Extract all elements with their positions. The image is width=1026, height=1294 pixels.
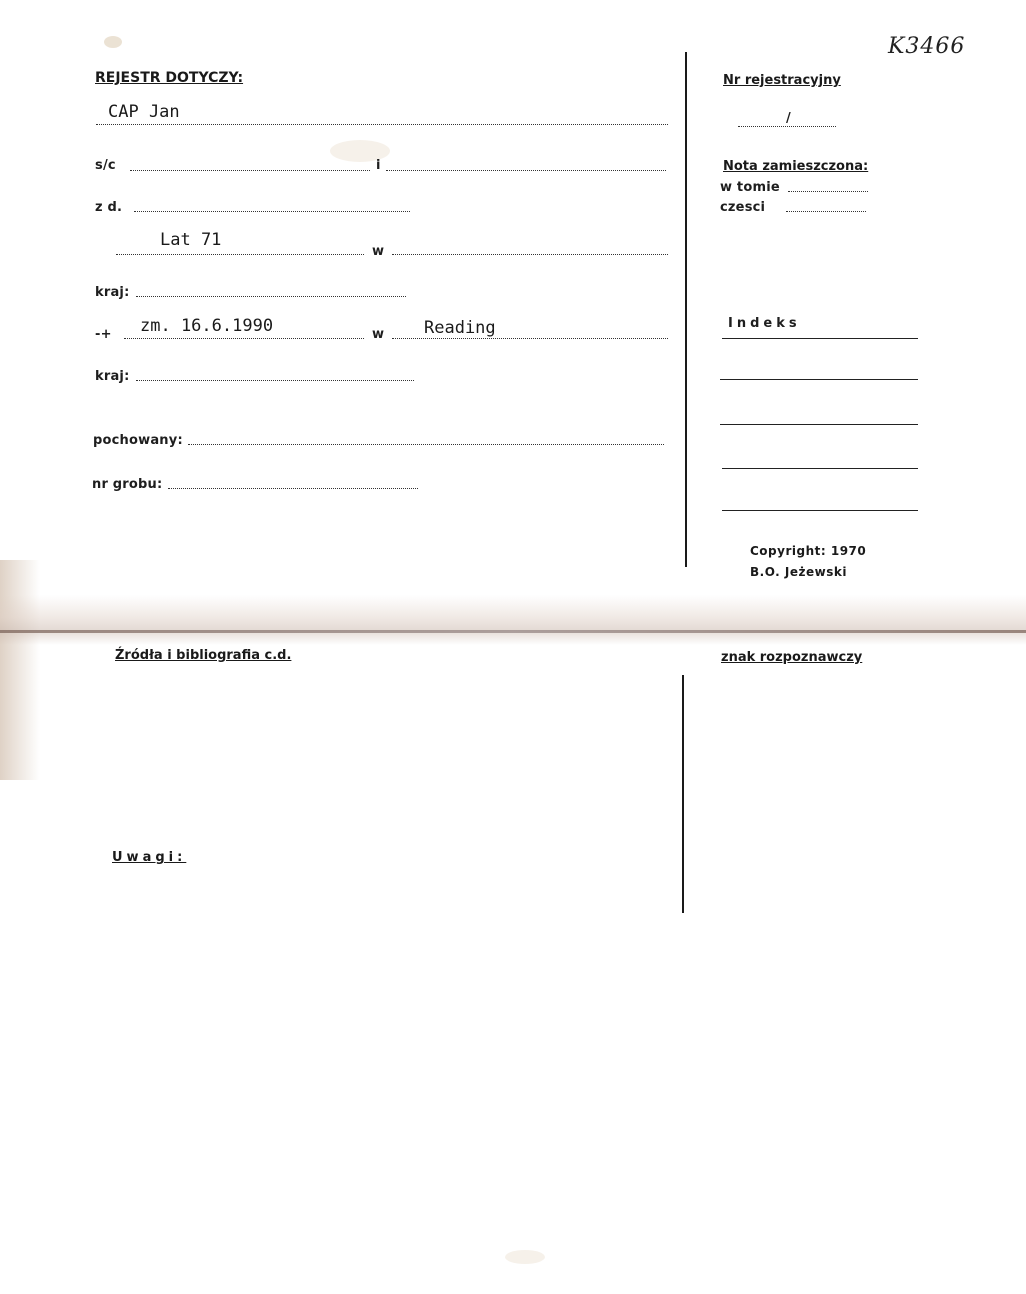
index-heading: Indeks	[728, 316, 801, 331]
kraj-label-2: kraj:	[95, 369, 130, 384]
paper-spot	[505, 1250, 545, 1264]
volume-label: w tomie	[720, 180, 780, 195]
zd-label: z d.	[95, 200, 123, 215]
death-place-value: Reading	[424, 318, 496, 338]
death-date-value: zm. 16.6.1990	[140, 316, 274, 336]
copyright-text: Copyright: 1970	[750, 544, 867, 558]
name-line	[96, 124, 668, 125]
death-place-line	[392, 338, 668, 339]
section-divider-lower	[682, 675, 684, 913]
author-text: B.O. Jeżewski	[750, 565, 847, 579]
reg-no-value: /	[786, 111, 791, 126]
paper-spot	[330, 140, 390, 162]
volume-line	[788, 191, 868, 192]
death-date-line	[124, 338, 364, 339]
index-line-5	[722, 510, 918, 511]
handwritten-file-number: K3466	[888, 34, 966, 59]
i-label: i	[376, 158, 381, 173]
kraj-line-2	[136, 380, 414, 381]
buried-line	[188, 444, 664, 445]
reg-no-line	[738, 126, 836, 127]
index-line-1	[722, 338, 918, 339]
sources-heading: Źródła i bibliografia c.d.	[115, 648, 292, 663]
paper-spot	[104, 36, 122, 48]
index-line-4	[722, 468, 918, 469]
death-marker: -+	[95, 327, 112, 342]
register-heading: REJESTR DOTYCZY:	[95, 70, 244, 86]
sc-line	[130, 170, 370, 171]
paper-fold-line	[0, 630, 1026, 633]
age-line	[116, 254, 364, 255]
part-label: czesci	[720, 200, 766, 215]
buried-label: pochowany:	[93, 433, 183, 448]
note-heading: Nota zamieszczona:	[723, 159, 869, 174]
recognition-mark-heading: znak rozpoznawczy	[721, 650, 863, 665]
paper-stain-left	[0, 560, 40, 780]
grave-label: nr grobu:	[92, 477, 163, 492]
part-line	[786, 211, 866, 212]
birthplace-line	[392, 254, 668, 255]
grave-line	[168, 488, 418, 489]
reg-no-heading: Nr rejestracyjny	[723, 73, 841, 88]
age-value: Lat 71	[160, 230, 222, 250]
i-line	[386, 170, 666, 171]
remarks-heading: Uwagi:	[112, 850, 187, 865]
index-line-2	[720, 379, 918, 380]
w-label: w	[372, 244, 385, 259]
zd-line	[134, 211, 410, 212]
sc-label: s/c	[95, 158, 116, 173]
index-line-3	[720, 424, 918, 425]
w-label-2: w	[372, 327, 385, 342]
name-value: CAP Jan	[108, 102, 180, 122]
kraj-line	[136, 296, 406, 297]
kraj-label: kraj:	[95, 285, 130, 300]
paper-fold-shadow	[0, 595, 1026, 645]
section-divider-upper	[685, 52, 687, 567]
